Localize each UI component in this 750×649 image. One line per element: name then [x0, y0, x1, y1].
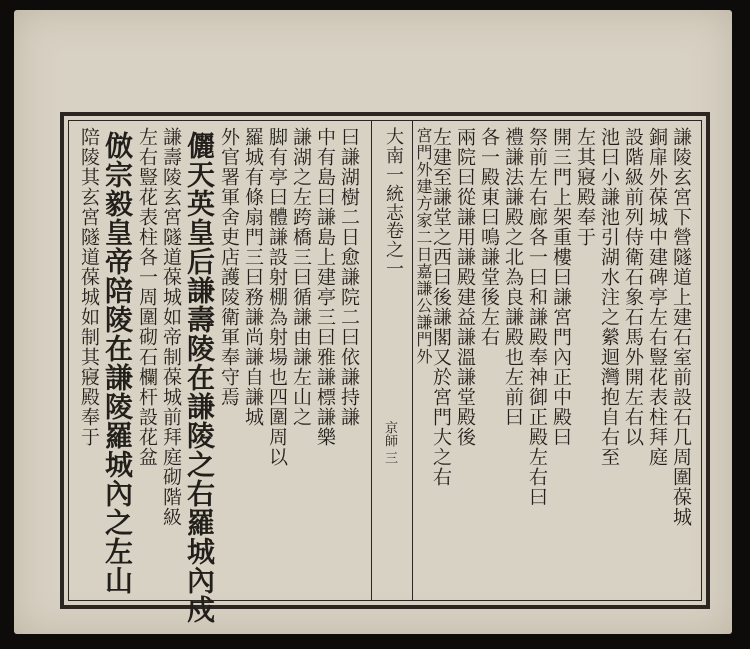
text-column-heading: 倣宗毅皇帝陪陵在謙陵羅城內之左山	[101, 131, 134, 595]
text-column: 左右豎花表柱各一周圍砌石欄杆設花盆	[136, 127, 158, 467]
text-column: 謙陵玄宮下營隧道上建石室前設石几周圍葆城	[670, 127, 692, 527]
center-fold-column	[371, 121, 413, 600]
book-title: 大南一統志	[383, 127, 404, 222]
text-column: 宮門外建方家二日嘉謙公謙門外	[414, 127, 433, 365]
folio-label: 京師 三	[382, 421, 397, 465]
text-column: 脚有亭曰體謙設射棚為射場也四圍周以	[266, 127, 288, 467]
text-column: 禮謙法謙殿之北為良謙殿也左前曰	[502, 127, 524, 427]
text-column: 開三門上架重樓曰謙宮門內正中殿曰	[550, 127, 572, 447]
text-column: 兩院曰從謙用謙殿建益謙溫謙堂殿後	[454, 127, 476, 447]
text-column: 外官署軍舍吏店護陵衛軍奉守焉	[218, 127, 240, 407]
text-frame	[60, 112, 710, 624]
text-column: 謙壽陵玄宮隧道葆城如帝制葆城前拜庭砌階級	[160, 127, 182, 527]
text-column: 設階級前列侍衛石象石馬外開左右以	[622, 127, 644, 447]
text-frame-inner	[68, 120, 702, 624]
manuscript-page	[14, 10, 732, 634]
volume-label: 卷之一	[383, 221, 404, 278]
text-column-heading: 儷天英皇后謙壽陵在謙陵之右羅城內戍	[183, 131, 216, 624]
text-column: 池曰小謙池引湖水注之縈迴灣抱自右至	[598, 127, 620, 467]
text-column: 各一殿東曰鳴謙堂後左右	[478, 127, 500, 347]
text-column: 銅扉外葆城中建碑亭左右豎花表柱拜庭	[646, 127, 668, 467]
text-column: 左建至謙堂之西曰後謙閣又於宮門大之右	[430, 127, 452, 487]
text-column: 中有島曰謙島上建亭三曰雅謙標謙樂	[314, 127, 336, 447]
text-column: 左其寢殿奉于	[574, 127, 596, 247]
text-column: 祭前左右廊各一曰和謙殿奉神御正殿左右曰	[526, 127, 548, 507]
text-column: 陪陵其玄宮隧道葆城如制其寢殿奉于	[78, 127, 100, 447]
text-column: 謙湖之左跨橋三曰循謙由謙左山之	[290, 127, 312, 427]
text-column: 曰謙湖樹二日愈謙院二曰依謙持謙	[338, 127, 360, 427]
text-column: 羅城有條扇門三曰務謙尚謙自謙城	[242, 127, 264, 427]
